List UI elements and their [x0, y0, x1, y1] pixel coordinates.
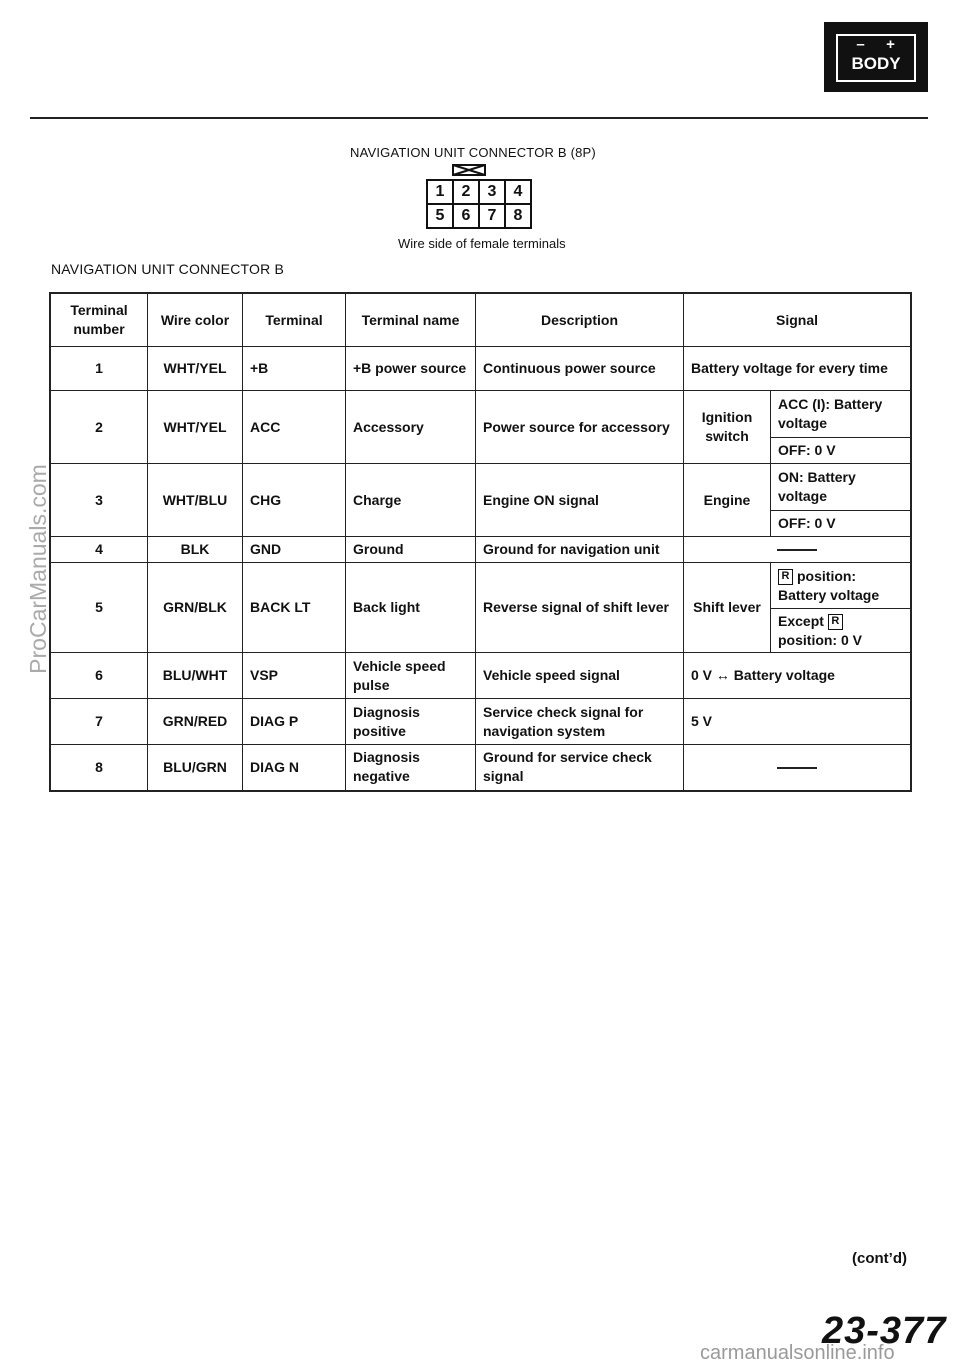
connector-caption: Wire side of female terminals	[398, 236, 566, 251]
terminal-table	[49, 292, 912, 792]
cell-terminal-name: +B power source	[346, 347, 476, 391]
cell-terminal-name: Back light	[346, 563, 476, 653]
cell-terminal-number: 3	[50, 464, 148, 537]
cell-signal-state: ON: Battery voltage	[771, 464, 912, 511]
cell-wire-color: BLK	[148, 537, 243, 563]
reverse-position-icon: R	[778, 569, 793, 585]
table-row	[50, 745, 911, 791]
cell-terminal: CHG	[243, 464, 346, 537]
table-row	[50, 537, 911, 563]
pin-6: 6	[453, 204, 479, 228]
cell-description: Service check signal for navigation system	[476, 699, 684, 745]
cell-description: Continuous power source	[476, 347, 684, 391]
cell-signal: 5 V	[684, 699, 912, 745]
cell-signal-condition: Shift lever	[684, 563, 771, 653]
cell-description: Vehicle speed signal	[476, 653, 684, 699]
signal-state-text: position: 0 V	[778, 631, 862, 648]
cell-description: Ground for navigation unit	[476, 537, 684, 563]
cell-terminal: VSP	[243, 653, 346, 699]
cell-signal-condition: Ignition switch	[684, 391, 771, 464]
pin-8: 8	[505, 204, 531, 228]
cell-wire-color: BLU/GRN	[148, 745, 243, 791]
header-rule	[30, 117, 928, 119]
cell-signal-state: OFF: 0 V	[771, 511, 912, 537]
table-row	[50, 347, 911, 391]
signal-state-prefix: Except	[778, 612, 824, 629]
pin-3: 3	[479, 180, 505, 204]
cell-terminal-number: 6	[50, 653, 148, 699]
cell-terminal-number: 8	[50, 745, 148, 791]
dash-line	[777, 767, 817, 769]
table-header-row	[50, 293, 911, 347]
continued-label: (cont’d)	[852, 1250, 907, 1267]
cell-signal-state: OFF: 0 V	[771, 438, 912, 464]
header-terminal-name: Terminal name	[346, 293, 476, 347]
pin-4: 4	[505, 180, 531, 204]
cell-signal-condition: Engine	[684, 464, 771, 537]
cell-wire-color: WHT/YEL	[148, 347, 243, 391]
cell-terminal-name: Charge	[346, 464, 476, 537]
cell-signal-state: ACC (I): Battery voltage	[771, 391, 912, 438]
battery-terminal-signs	[838, 37, 914, 53]
header-wire-color: Wire color	[148, 293, 243, 347]
header-terminal-number: Terminal number	[50, 293, 148, 347]
cell-terminal: BACK LT	[243, 563, 346, 653]
cell-terminal-name: Vehicle speed pulse	[346, 653, 476, 699]
dash-line	[777, 549, 817, 551]
cell-terminal-name: Diagnosis positive	[346, 699, 476, 745]
cell-terminal-name: Ground	[346, 537, 476, 563]
badge-label: BODY	[851, 54, 901, 73]
cell-description: Power source for accessory	[476, 391, 684, 464]
footer-watermark: carmanualsonline.info	[700, 1342, 895, 1364]
cell-signal: Battery voltage for every time	[684, 347, 912, 391]
reverse-position-icon: R	[828, 614, 843, 630]
cell-terminal: +B	[243, 347, 346, 391]
header-terminal: Terminal	[243, 293, 346, 347]
table-row	[50, 563, 911, 609]
cell-signal-state	[771, 609, 912, 653]
pin-1: 1	[427, 180, 453, 204]
cell-terminal-number: 1	[50, 347, 148, 391]
side-watermark-text: ProCarManuals.com	[25, 464, 51, 674]
cell-terminal-name: Diagnosis negative	[346, 745, 476, 791]
cell-wire-color: BLU/WHT	[148, 653, 243, 699]
cell-description: Engine ON signal	[476, 464, 684, 537]
page-number: 23-377	[822, 1310, 947, 1352]
minus-sign: –	[856, 36, 866, 53]
connector-pin-diagram	[426, 179, 532, 229]
section-title: NAVIGATION UNIT CONNECTOR B	[51, 261, 285, 277]
pin-7: 7	[479, 204, 505, 228]
table-row	[50, 391, 911, 438]
cell-signal-none	[684, 537, 912, 563]
cell-wire-color: WHT/BLU	[148, 464, 243, 537]
table-row	[50, 699, 911, 745]
cell-description: Ground for service check signal	[476, 745, 684, 791]
cell-terminal-number: 4	[50, 537, 148, 563]
cell-terminal: ACC	[243, 391, 346, 464]
header-signal: Signal	[684, 293, 912, 347]
cell-signal-state	[771, 563, 912, 609]
cell-description: Reverse signal of shift lever	[476, 563, 684, 653]
cell-wire-color: GRN/BLK	[148, 563, 243, 653]
pin-5: 5	[427, 204, 453, 228]
battery-body-badge	[824, 22, 928, 92]
table-row	[50, 464, 911, 511]
cell-wire-color: GRN/RED	[148, 699, 243, 745]
connector-latch-icon	[452, 164, 486, 176]
cell-terminal-number: 7	[50, 699, 148, 745]
cell-terminal-number: 2	[50, 391, 148, 464]
cell-terminal-number: 5	[50, 563, 148, 653]
signal-state-text: position: Battery voltage	[778, 567, 880, 603]
cell-terminal: GND	[243, 537, 346, 563]
header-description: Description	[476, 293, 684, 347]
plus-sign: +	[886, 36, 896, 53]
cell-terminal-name: Accessory	[346, 391, 476, 464]
connector-title: NAVIGATION UNIT CONNECTOR B (8P)	[350, 145, 596, 160]
cell-terminal: DIAG P	[243, 699, 346, 745]
cell-wire-color: WHT/YEL	[148, 391, 243, 464]
cell-signal-none	[684, 745, 912, 791]
pin-2: 2	[453, 180, 479, 204]
cell-signal: 0 V ↔ Battery voltage	[684, 653, 912, 699]
table-row	[50, 653, 911, 699]
cell-terminal: DIAG N	[243, 745, 346, 791]
